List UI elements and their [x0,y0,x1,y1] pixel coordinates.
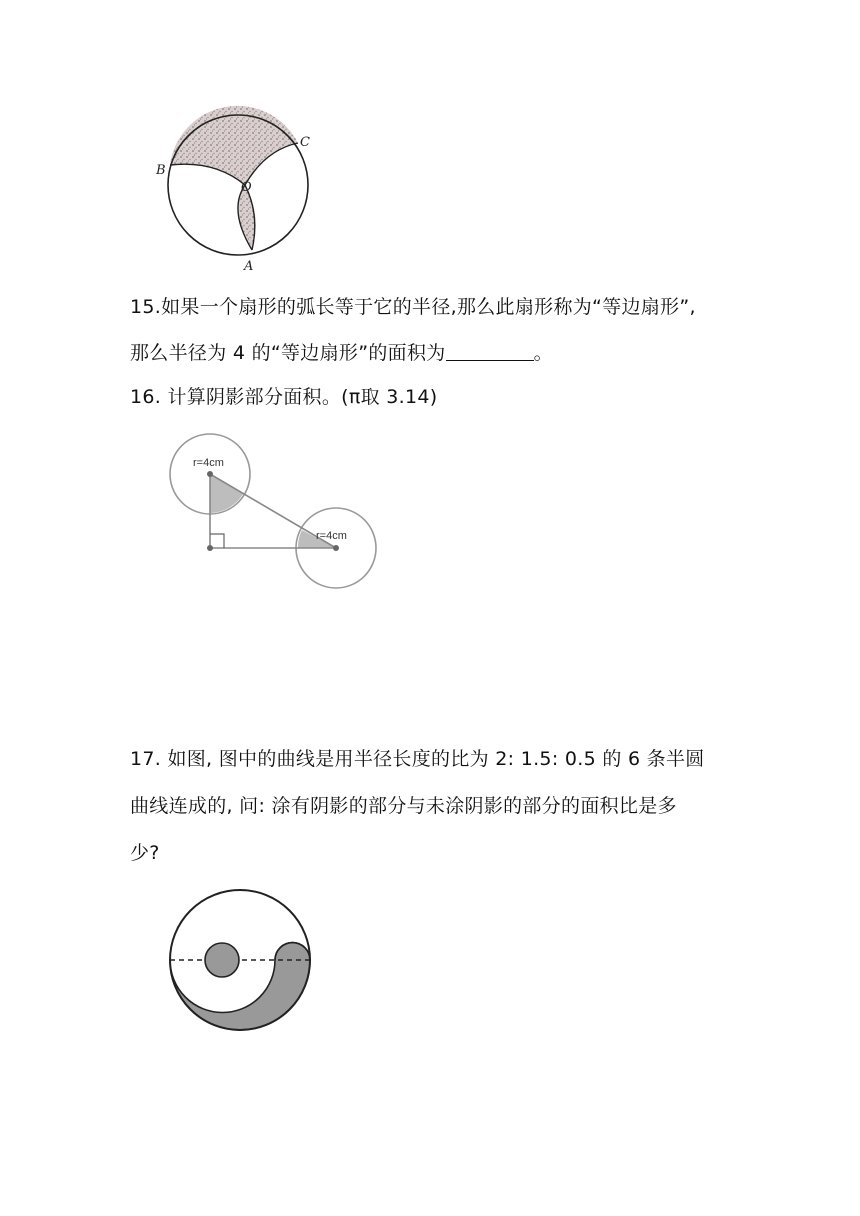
q17-small-shaded-circle [205,943,239,977]
q15-line2-end: 。 [533,342,553,364]
fig14-label-b: B [156,163,166,178]
q16-figure [160,432,385,592]
fig14-label-c: C [300,135,310,150]
q17-line3: 少? [130,842,160,864]
q15-answer-blank [446,344,534,361]
q17-line1: 17. 如图, 图中的曲线是用半径长度的比为 2: 1.5: 0.5 的 6 条半圆 [130,748,705,770]
q15-line2 [130,344,553,363]
fig14-shaded-top [170,106,298,185]
q16-text: 16. 计算阴影部分面积。(π取 3.14) [130,386,438,408]
fig14-label-a: A [244,259,254,274]
q17-line2: 曲线连成的, 问: 涂有阴影的部分与未涂阴影的部分的面积比是多 [130,795,677,817]
q17-shaded-crescent [170,943,310,1030]
q16-shaded-sector-top [210,474,243,513]
q15-line1: 15.如果一个扇形的弧长等于它的半径,那么此扇形称为“等边扇形”, [130,296,696,318]
q16-label-top: r=4cm [193,457,224,469]
q16-label-right: r=4cm [316,530,347,542]
q15-line2-text: 那么半径为 4 的“等边扇形”的面积为 [130,342,446,364]
fig14-label-o: O [241,180,252,195]
fig14-circle-diagram [150,105,320,275]
q17-figure [160,880,325,1045]
